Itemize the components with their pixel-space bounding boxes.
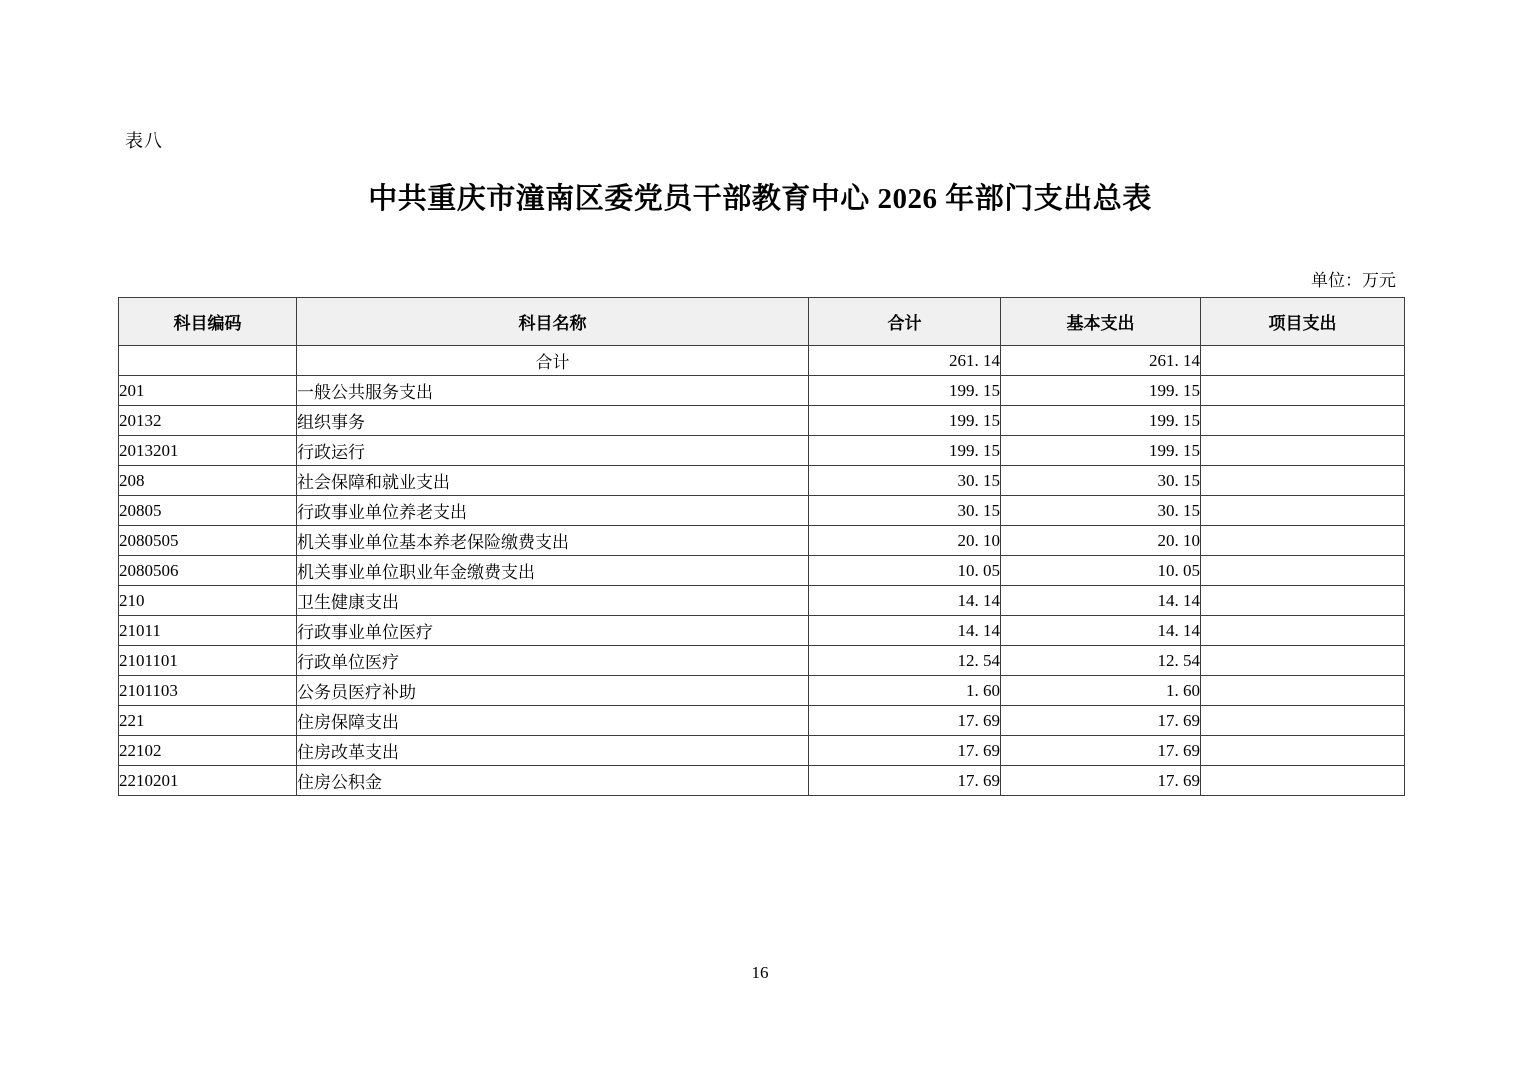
name-cell: 行政事业单位医疗 — [297, 616, 809, 646]
basic-cell: 199. 15 — [1001, 406, 1201, 436]
name-cell: 合计 — [297, 346, 809, 376]
table-row — [119, 736, 1405, 766]
name-cell: 住房公积金 — [297, 766, 809, 796]
header-project-expense: 项目支出 — [1201, 298, 1405, 346]
name-cell: 卫生健康支出 — [297, 586, 809, 616]
basic-cell: 1. 60 — [1001, 676, 1201, 706]
name-cell: 行政事业单位养老支出 — [297, 496, 809, 526]
code-cell: 2080505 — [119, 526, 297, 556]
basic-cell: 17. 69 — [1001, 706, 1201, 736]
code-cell: 2080506 — [119, 556, 297, 586]
project-cell — [1201, 436, 1405, 466]
basic-cell: 14. 14 — [1001, 616, 1201, 646]
total-cell: 20. 10 — [809, 526, 1001, 556]
code-cell: 21011 — [119, 616, 297, 646]
table-row — [119, 766, 1405, 796]
table-row — [119, 616, 1405, 646]
project-cell — [1201, 646, 1405, 676]
table-row — [119, 706, 1405, 736]
name-cell: 住房改革支出 — [297, 736, 809, 766]
table-row — [119, 556, 1405, 586]
name-cell: 公务员医疗补助 — [297, 676, 809, 706]
code-cell: 208 — [119, 466, 297, 496]
project-cell — [1201, 406, 1405, 436]
total-cell: 199. 15 — [809, 376, 1001, 406]
table-header-row — [119, 298, 1405, 346]
code-cell: 20132 — [119, 406, 297, 436]
code-cell: 221 — [119, 706, 297, 736]
total-cell: 10. 05 — [809, 556, 1001, 586]
code-cell: 2013201 — [119, 436, 297, 466]
table-row — [119, 346, 1405, 376]
table-row — [119, 436, 1405, 466]
page-number: 16 — [751, 963, 769, 982]
table-row — [119, 496, 1405, 526]
table-body — [119, 346, 1405, 796]
table-row — [119, 646, 1405, 676]
table-number-label: 表八 — [125, 131, 163, 151]
table-row — [119, 466, 1405, 496]
table-row — [119, 586, 1405, 616]
name-cell: 机关事业单位职业年金缴费支出 — [297, 556, 809, 586]
code-cell: 2210201 — [119, 766, 297, 796]
total-cell: 14. 14 — [809, 586, 1001, 616]
total-cell: 14. 14 — [809, 616, 1001, 646]
header-total: 合计 — [809, 298, 1001, 346]
table-row — [119, 406, 1405, 436]
total-cell: 12. 54 — [809, 646, 1001, 676]
total-cell: 30. 15 — [809, 496, 1001, 526]
unit-label: 单位：万元 — [1311, 271, 1396, 290]
project-cell — [1201, 586, 1405, 616]
name-cell: 社会保障和就业支出 — [297, 466, 809, 496]
project-cell — [1201, 616, 1405, 646]
project-cell — [1201, 376, 1405, 406]
header-subject-name: 科目名称 — [297, 298, 809, 346]
basic-cell: 17. 69 — [1001, 766, 1201, 796]
name-cell: 行政运行 — [297, 436, 809, 466]
name-cell: 机关事业单位基本养老保险缴费支出 — [297, 526, 809, 556]
project-cell — [1201, 496, 1405, 526]
total-cell: 261. 14 — [809, 346, 1001, 376]
total-cell: 1. 60 — [809, 676, 1001, 706]
total-cell: 30. 15 — [809, 466, 1001, 496]
project-cell — [1201, 526, 1405, 556]
project-cell — [1201, 346, 1405, 376]
project-cell — [1201, 766, 1405, 796]
total-cell: 17. 69 — [809, 706, 1001, 736]
code-cell: 2101101 — [119, 646, 297, 676]
basic-cell: 12. 54 — [1001, 646, 1201, 676]
project-cell — [1201, 556, 1405, 586]
page-title: 中共重庆市潼南区委党员干部教育中心 2026 年部门支出总表 — [368, 183, 1152, 215]
basic-cell: 10. 05 — [1001, 556, 1201, 586]
table-row — [119, 526, 1405, 556]
basic-cell: 261. 14 — [1001, 346, 1201, 376]
name-cell: 住房保障支出 — [297, 706, 809, 736]
basic-cell: 199. 15 — [1001, 376, 1201, 406]
table-row — [119, 376, 1405, 406]
code-cell: 20805 — [119, 496, 297, 526]
total-cell: 199. 15 — [809, 406, 1001, 436]
table-row — [119, 676, 1405, 706]
expenditure-table — [118, 297, 1405, 796]
name-cell: 组织事务 — [297, 406, 809, 436]
header-basic-expense: 基本支出 — [1001, 298, 1201, 346]
code-cell: 210 — [119, 586, 297, 616]
total-cell: 17. 69 — [809, 766, 1001, 796]
basic-cell: 20. 10 — [1001, 526, 1201, 556]
project-cell — [1201, 706, 1405, 736]
code-cell: 22102 — [119, 736, 297, 766]
code-cell: 201 — [119, 376, 297, 406]
project-cell — [1201, 466, 1405, 496]
name-cell: 行政单位医疗 — [297, 646, 809, 676]
total-cell: 199. 15 — [809, 436, 1001, 466]
project-cell — [1201, 676, 1405, 706]
project-cell — [1201, 736, 1405, 766]
code-cell — [119, 346, 297, 376]
basic-cell: 199. 15 — [1001, 436, 1201, 466]
name-cell: 一般公共服务支出 — [297, 376, 809, 406]
total-cell: 17. 69 — [809, 736, 1001, 766]
basic-cell: 14. 14 — [1001, 586, 1201, 616]
code-cell: 2101103 — [119, 676, 297, 706]
basic-cell: 17. 69 — [1001, 736, 1201, 766]
header-subject-code: 科目编码 — [119, 298, 297, 346]
basic-cell: 30. 15 — [1001, 496, 1201, 526]
basic-cell: 30. 15 — [1001, 466, 1201, 496]
